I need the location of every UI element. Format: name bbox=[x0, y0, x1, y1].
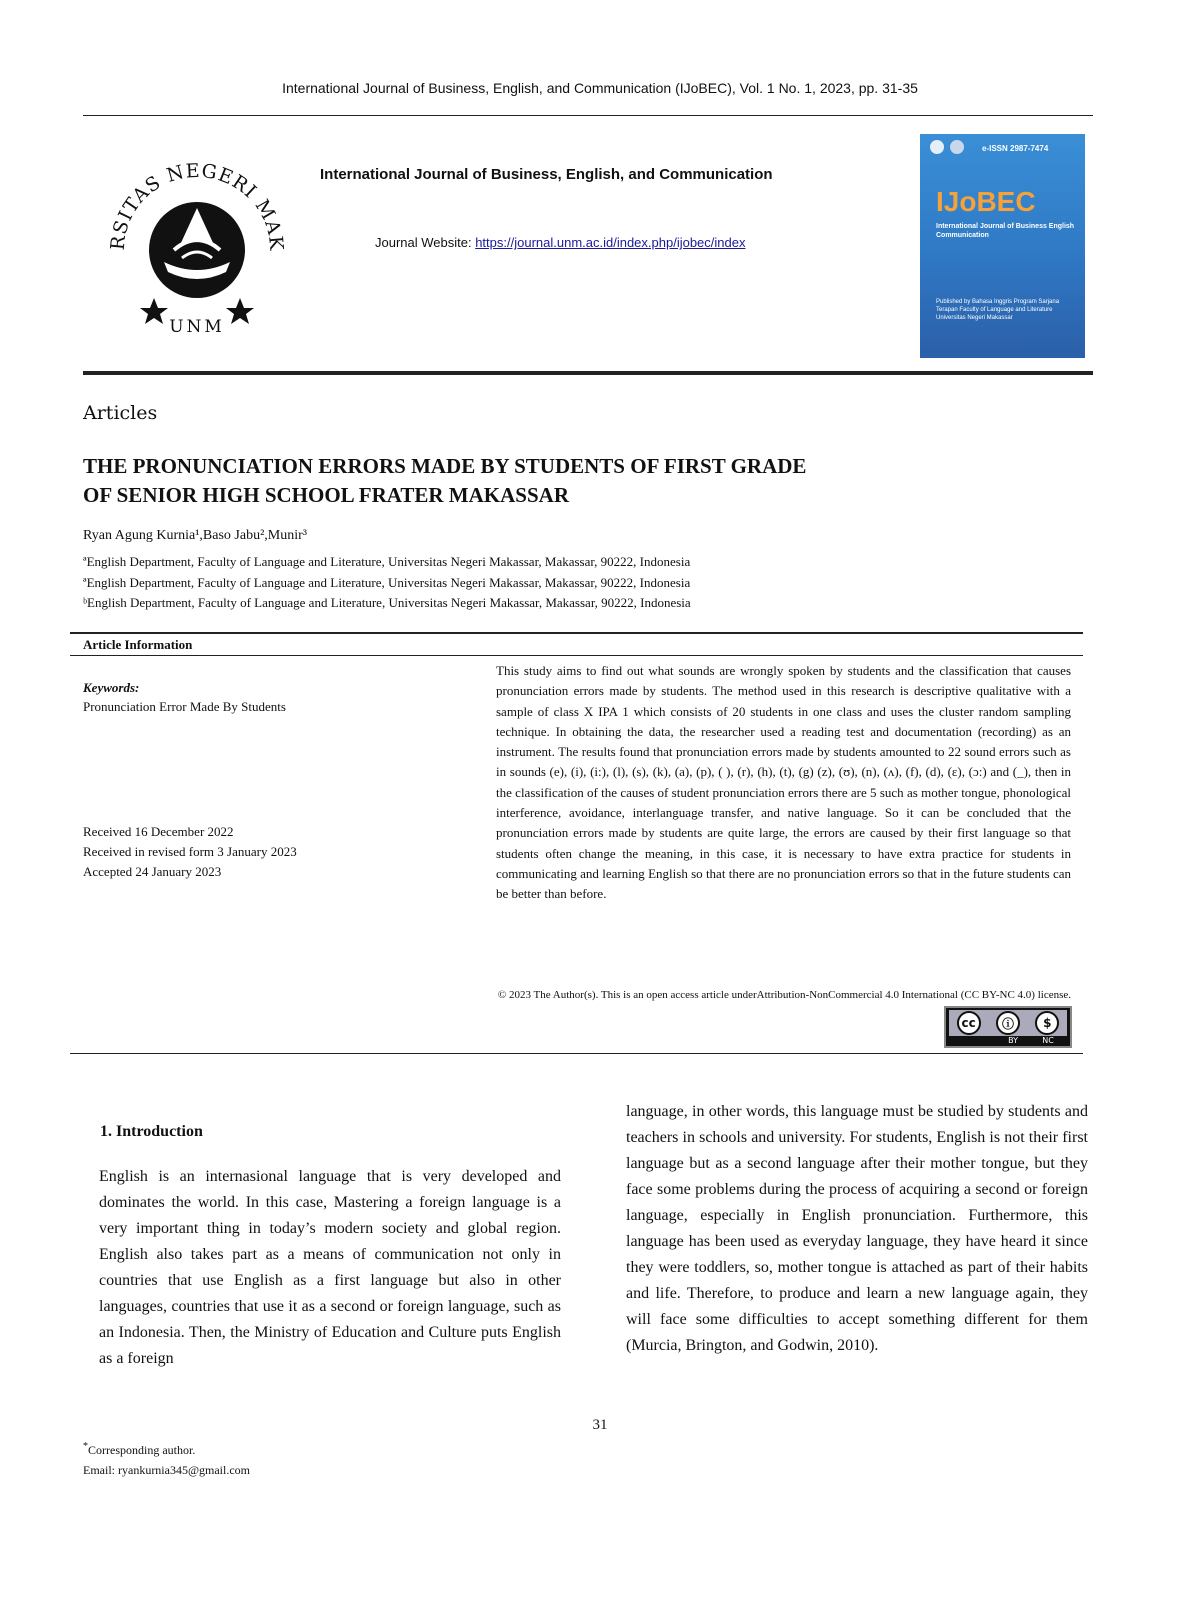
journal-cover-image bbox=[920, 134, 1085, 358]
affiliation: ªEnglish Department, Faculty of Language and Literature, Universitas Negeri Makassar, Makassar, 90222, Indonesia bbox=[83, 575, 691, 590]
revised-date: Received in revised form 3 January 2023 bbox=[83, 844, 297, 859]
keywords-label: Keywords: bbox=[83, 680, 140, 695]
article-title-line: OF SENIOR HIGH SCHOOL FRATER MAKASSAR bbox=[83, 483, 569, 507]
cc-icon-row bbox=[949, 1010, 1067, 1036]
attribution-icon: ⓘ bbox=[996, 1011, 1020, 1035]
license-text: © 2023 The Author(s). This is an open access article underAttribution-NonCommercial 4.0 International (CC BY-NC 4.0) license. bbox=[497, 989, 1071, 1001]
header-top-rule bbox=[83, 115, 1093, 116]
article-title bbox=[83, 452, 963, 510]
section-label: Articles bbox=[83, 402, 158, 424]
journal-website-link[interactable]: https://journal.unm.ac.id/index.php/ijobec/index bbox=[475, 235, 746, 250]
introduction-heading: 1. Introduction bbox=[100, 1123, 203, 1140]
journal-website-label: Journal Website: bbox=[375, 235, 476, 250]
intro-left-column bbox=[99, 1164, 561, 1372]
accepted-date: Accepted 24 January 2023 bbox=[83, 864, 222, 879]
cover-logo-icon bbox=[930, 140, 944, 154]
cc-labels bbox=[996, 1036, 1066, 1045]
cover-logo-icon bbox=[950, 140, 964, 154]
page-number: 31 bbox=[592, 1417, 608, 1433]
intro-paragraph: English is an internasional language that is very developed and dominates the world. In this case, Mastering a foreign language is a very important thing in today’s modern society and global region. English also takes part as a means of communication not only in countries that use English as a first language but also in other languages, countries that use it as a second or foreign language, such as an Indonesia. Then, the Ministry of Education and Culture puts English as a foreign bbox=[99, 1168, 561, 1367]
footnote-corresponding-text: Corresponding author. bbox=[88, 1443, 196, 1457]
cc-by-label: BY bbox=[1008, 1036, 1019, 1045]
affiliation: ᵇEnglish Department, Faculty of Language and Literature, Universitas Negeri Makassar, Makassar, 90222, Indonesia bbox=[83, 595, 691, 610]
affiliation: ªEnglish Department, Faculty of Language and Literature, Universitas Negeri Makassar, Makassar, 90222, Indonesia bbox=[83, 554, 691, 569]
intro-right-column bbox=[626, 1099, 1088, 1359]
cover-publisher: Published by Bahasa Inggris Program Sarjana Terapan Faculty of Language and Literature Universitas Negeri Makassar bbox=[936, 299, 1060, 321]
article-dates bbox=[83, 822, 297, 882]
footnote-marker: * bbox=[83, 1441, 88, 1452]
logo-emblem bbox=[140, 202, 254, 324]
info-heading-rule bbox=[70, 655, 1083, 656]
author-list: Ryan Agung Kurnia¹,Baso Jabu²,Munir³ bbox=[83, 528, 307, 543]
cc-nc-label: NC bbox=[1042, 1036, 1054, 1045]
journal-website bbox=[375, 235, 745, 250]
abstract: This study aims to find out what sounds are wrongly spoken by students and the classification that causes pronunciation errors made by students. The method used in this research is descriptive qualitative with a sample of class X IPA 1 which consists of 20 students in one class and uses the cluster random sampling technique. In obtaining the data, the researcher used a reading test and documentation (recording) as an instrument. The results found that pronunciation errors made by students amounted to 22 sound errors such as in sounds (e), (i), (i:), (l), (s), (k), (a), (p), ( ), (r), (h), (t), (g) (z), (ʊ), (n), (ʌ), (f), (d), (ɛ), (ɔ:) and (_), then in the classification of the causes of student pronunciation errors there are 5 such as mother tongue, phonological interference, avoidance, interlanguage transfer, and native language. So it can be concluded that the pronunciation errors made by students are quite large, the errors are caused by their first language so that students often change the meaning, in this case, it is necessary to have extra practice for students in communicating and learning English so that there are no pronunciation errors so that in the future students can be better than before. bbox=[496, 663, 1071, 902]
info-bottom-rule bbox=[70, 1053, 1083, 1054]
running-head: International Journal of Business, English, and Communication (IJoBEC), Vol. 1 No. 1, 2023, pp. 31-35 bbox=[282, 80, 918, 96]
keywords-value: Pronunciation Error Made By Students bbox=[83, 699, 286, 714]
intro-paragraph: language, in other words, this language must be studied by students and teachers in schools and university. For students, English is not their first language but as a second language after their mother tongue, but they face some problems during the process of acquiring a second or foreign language, especially in English pronunciation. Furthermore, this language has been used as everyday language, they have heard it since they were toddlers, so, mother tongue is attached as part of their habits and life. Therefore, to produce and learn a new language again, they will face some difficulties to accept something different for them (Murcia, Brington, and Godwin, 2010). bbox=[626, 1103, 1088, 1354]
article-info-heading: Article Information bbox=[83, 637, 193, 652]
header-bottom-rule bbox=[83, 371, 1093, 375]
footnote-email: Email: ryankurnia345@gmail.com bbox=[83, 1463, 251, 1477]
footnote-corresponding bbox=[83, 1437, 250, 1460]
info-top-rule bbox=[70, 632, 1083, 634]
cover-subtitle: International Journal of Business English Communication bbox=[936, 223, 1075, 239]
logo-arc-text: RSITAS NEGERI MAK bbox=[106, 159, 288, 252]
cc-license-badge[interactable] bbox=[944, 1006, 1072, 1048]
university-logo bbox=[102, 150, 292, 340]
noncommercial-icon: $ bbox=[1035, 1011, 1059, 1035]
logo-unm-text: UNM bbox=[169, 317, 225, 337]
received-date: Received 16 December 2022 bbox=[83, 824, 234, 839]
cover-issn: e-ISSN 2987-7474 bbox=[982, 144, 1049, 153]
footnote bbox=[83, 1437, 250, 1480]
cc-icon: cc bbox=[957, 1011, 981, 1035]
article-title-line: THE PRONUNCIATION ERRORS MADE BY STUDENTS OF FIRST GRADE bbox=[83, 454, 807, 478]
cover-brand: IJoBEC bbox=[936, 186, 1036, 217]
journal-title: International Journal of Business, English, and Communication bbox=[320, 166, 773, 183]
